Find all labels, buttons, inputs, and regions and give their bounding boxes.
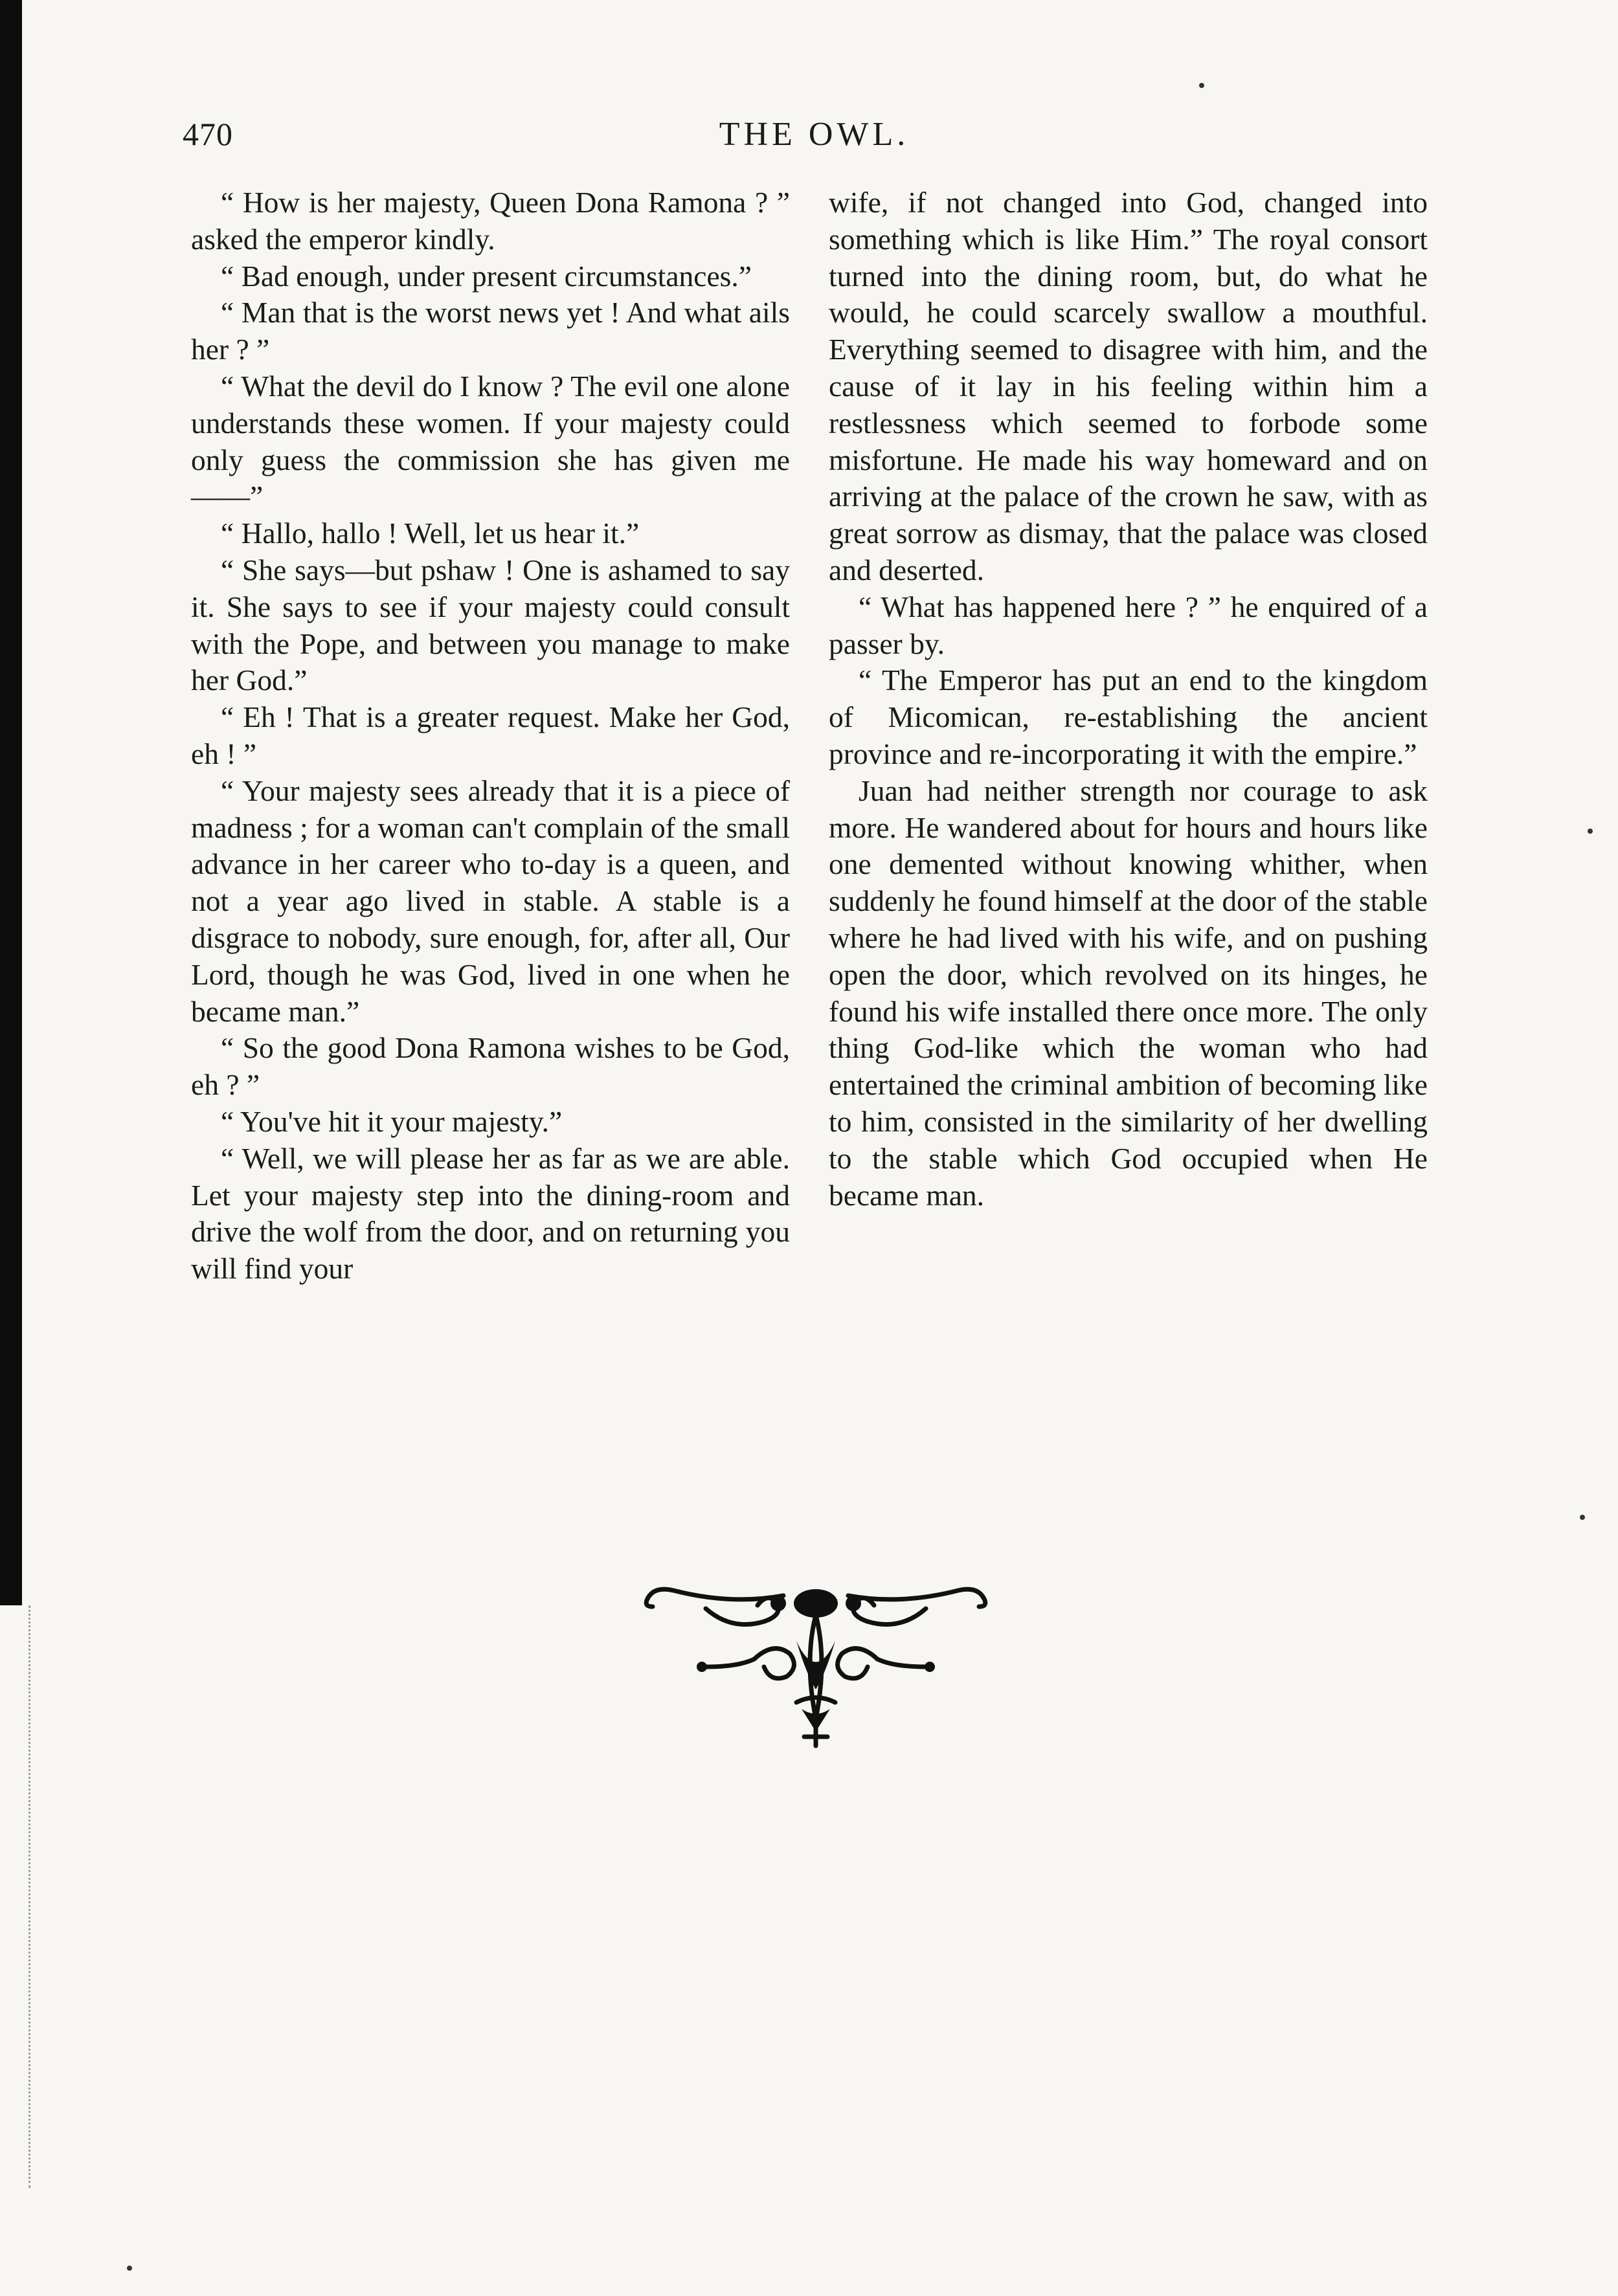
paragraph: “ She says—but pshaw ! One is ashamed to say it. She says to see if your majesty could consult with the Pope, and between you manage to make her God.”: [191, 553, 790, 697]
paragraph: “ What the devil do I know ? The evil one alone understands these women. If your majesty could only guess the commission she has given me——”: [191, 369, 790, 513]
binding-specks: [28, 1605, 37, 2188]
paper-speck: [127, 2266, 132, 2271]
tailpiece-scroll-ornament-icon: [635, 1570, 997, 1757]
paragraph: wife, if not changed into God, changed into something which is like Him.” The royal consort turned into the dining room, but, do what he would, he could scarcely swallow a mouthful. Everything seemed to disagree with him, and the cause of it lay in his feeling within him a restlessness which seemed to forbode some misfortune. He made his way homeward and on arriving at the palace of the crown he saw, with as great sorrow as dismay, that the palace was closed and deserted.: [829, 186, 1428, 586]
paragraph: Juan had neither strength nor courage to ask more. He wandered about for hours and hours like one demented without knowing whither, when suddenly he found himself at the door of the stable where he had lived with his wife, and on pushing open the door, which revolved on its hinges, he found his wife installed there once more. The only thing God-like which the woman who had entertained the criminal ambition of becoming like to him, consisted in the similarity of her dwelling to the stable which God occupied when He became man.: [829, 774, 1428, 1212]
paper-speck: [1588, 829, 1593, 834]
left-column: [191, 184, 790, 1287]
paragraph: “ The Emperor has put an end to the kingdom of Micomican, re-establishing the ancient province and re-incorporating it with the empire.”: [829, 663, 1428, 770]
paragraph: “ Hallo, hallo ! Well, let us hear it.”: [221, 517, 640, 550]
running-title: THE OWL.: [719, 116, 910, 153]
paragraph: “ Bad enough, under present circumstances.”: [221, 259, 752, 293]
page-binding-edge: [0, 0, 22, 1605]
paragraph: “ Your majesty sees already that it is a piece of madness ; for a woman can't complain of the small advance in her career who to-day is a queen, and not a year ago lived in stable. A stable is a disgrace to nobody, sure enough, for, after all, Our Lord, though he was God, lived in one when he became man.”: [191, 774, 790, 1028]
paper-speck: [1199, 83, 1204, 88]
paragraph: “ What has happened here ? ” he enquired of a passer by.: [829, 590, 1428, 660]
paragraph: “ So the good Dona Ramona wishes to be God, eh ? ”: [191, 1031, 790, 1102]
paragraph: “ Man that is the worst news yet ! And what ails her ? ”: [191, 296, 790, 366]
paragraph: “ How is her majesty, Queen Dona Ramona ? ” asked the emperor kindly.: [191, 186, 790, 256]
paper-speck: [1580, 1515, 1585, 1520]
right-column: [829, 184, 1428, 1214]
paragraph: “ Well, we will please her as far as we are able. Let your majesty step into the dining-room and drive the wolf from the door, and on returning you will find your: [191, 1141, 790, 1286]
page-header: [175, 115, 1454, 167]
paragraph: “ You've hit it your majesty.”: [221, 1104, 563, 1138]
page-number: 470: [183, 116, 233, 152]
paragraph: “ Eh ! That is a greater request. Make her God, eh ! ”: [191, 700, 790, 770]
